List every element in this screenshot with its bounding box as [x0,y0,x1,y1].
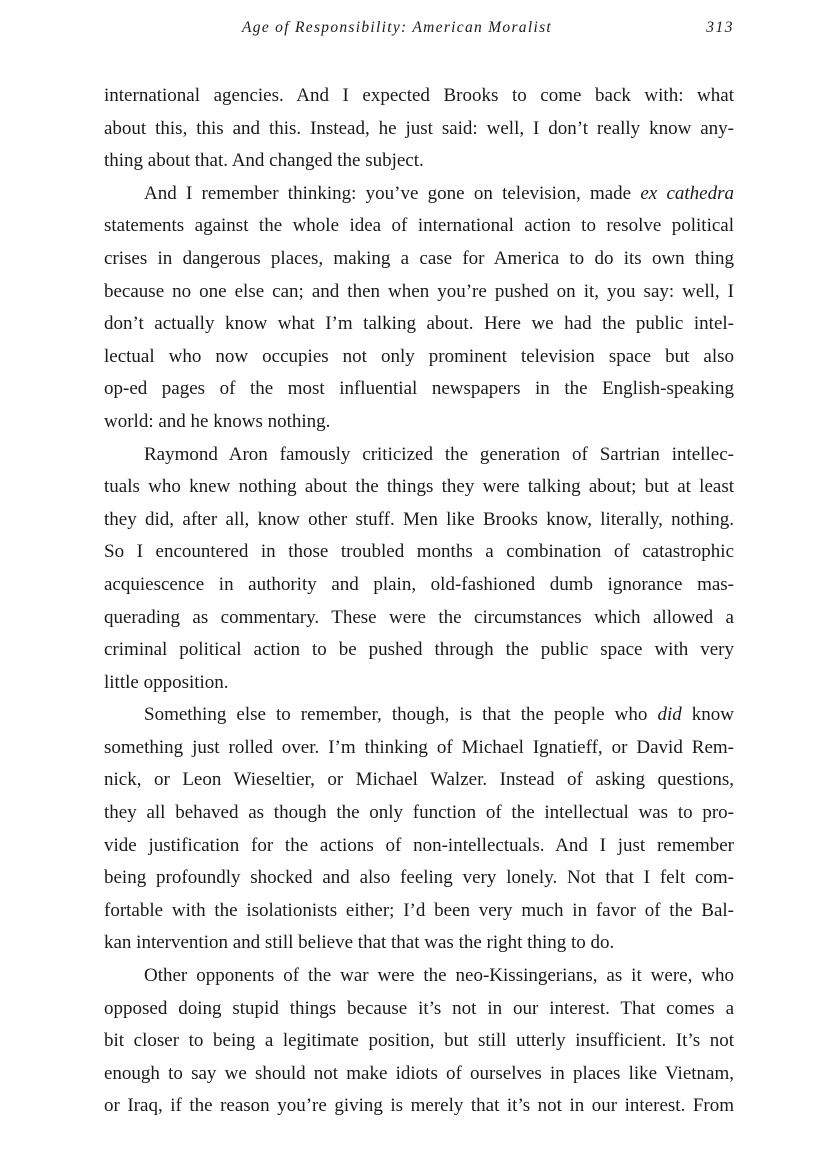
paragraph [104,699,734,960]
text-line: kan intervention and still believe that that was the right thing to do. [104,932,615,954]
text-line: little opposition. [104,671,229,693]
text-line: world: and he knows nothing. [104,410,331,432]
paragraph [104,439,734,700]
text-line: enough to say we should not make idiots of ourselves in places like Vietnam, [104,1062,734,1084]
paragraph [104,80,734,178]
text-line: acquiescence in authority and plain, old-fashioned dumb ignorance mas- [104,573,734,595]
text-line: something just rolled over. I’m thinking of Michael Ignatieff, or David Rem- [104,736,734,758]
text-line: op-ed pages of the most influential newspapers in the English-speaking [104,378,734,400]
text-line: they all behaved as though the only function of the intellectual was to pro- [104,802,734,824]
text-line: thing about that. And changed the subject. [104,150,424,172]
text-line: don’t actually know what I’m talking about. Here we had the public intel- [104,313,734,335]
italic-phrase: did [657,704,682,726]
text-line: querading as commentary. These were the circumstances which allowed a [104,606,734,628]
text-line: bit closer to being a legitimate position, but still utterly insufficient. It’s not [104,1030,734,1052]
running-head [104,19,734,43]
text-line: or Iraq, if the reason you’re giving is merely that it’s not in our interest. From [104,1095,734,1117]
paragraph [104,178,734,439]
text-line: they did, after all, know other stuff. Men like Brooks know, literally, nothing. [104,508,734,530]
text-line: So I encountered in those troubled months a combination of catastrophic [104,541,734,563]
text-line: vide justification for the actions of non-intellectuals. And I just remember [104,834,734,856]
text-line: tuals who knew nothing about the things they were talking about; but at least [104,476,734,498]
text-run: Something else to remember, though, is that the people who [144,704,658,726]
text-line: fortable with the isolationists either; I’d been very much in favor of the Bal- [104,899,734,921]
text-line: because no one else can; and then when you’re pushed on it, you say: well, I [104,280,734,302]
text-run: And I remember thinking: you’ve gone on television, made [144,182,641,204]
page-number: 313 [706,19,734,36]
text-line: Raymond Aron famously criticized the generation of Sartrian intellec- [144,443,734,465]
text-line: statements against the whole idea of international action to resolve political [104,215,734,237]
text-line: Other opponents of the war were the neo-Kissingerians, as it were, who [144,965,734,987]
text-line: nick, or Leon Wieseltier, or Michael Walzer. Instead of asking questions, [104,769,734,791]
text-line: international agencies. And I expected Brooks to come back with: what [104,85,734,106]
text-line: lectual who now occupies not only prominent television space but also [104,345,734,367]
italic-phrase: ex cathedra [640,182,735,204]
body-text [104,80,734,1123]
text-line [104,699,734,732]
paragraph [104,960,734,1123]
running-title: Age of Responsibility: American Moralist [242,19,553,36]
text-line: opposed doing stupid things because it’s not in our interest. That comes a [104,997,734,1019]
text-line: being profoundly shocked and also feeling very lonely. Not that I felt com- [104,867,734,889]
text-line: about this, this and this. Instead, he just said: well, I don’t really know any- [104,117,734,139]
text-line: criminal political action to be pushed through the public space with very [104,639,734,661]
text-line [104,178,734,211]
text-line: crises in dangerous places, making a case for America to do its own thing [104,247,734,269]
text-run: know [681,704,734,726]
